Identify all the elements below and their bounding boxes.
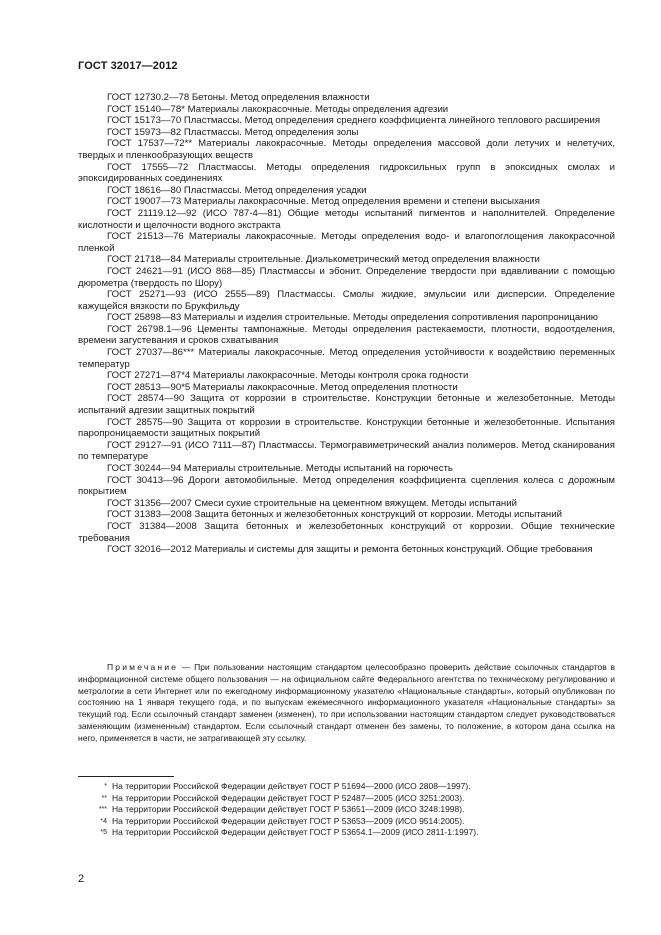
reference-item: ГОСТ 17537—72** Материалы лакокрасочные. Методы определения массовой доли летучих и нелетучих, твердых и пленкообразующих веществ [78,138,615,161]
reference-item: ГОСТ 31356—2007 Смеси сухие строительные на цементном вяжущем. Методы испытаний [107,497,517,509]
note-block [78,662,615,745]
footnote-mark: *5 [100,829,107,836]
reference-item: ГОСТ 18616—80 Пластмассы. Метод определения усадки [107,184,367,196]
reference-item: ГОСТ 28575—90 Защита от коррозии в строительстве. Конструкции бетонные и железобетонные. Испытания паропроницаемости защитных покрытий [78,416,615,440]
reference-item: ГОСТ 30244—94 Материалы строительные. Методы испытаний на горючесть [107,463,453,474]
reference-item: ГОСТ 24621—91 (ИСО 868—85) Пластмассы и эбонит. Определение твердости при вдавливании с помощью дюрометра (твердость по Шору) [78,265,615,289]
note-label: Примечание [107,662,179,672]
reference-item: ГОСТ 27037—86*** Материалы лакокрасочные. Метод определения устойчивости к воздействию переменных температур [78,347,615,370]
reference-item: ГОСТ 29127—91 (ИСО 7111—87) Пластмассы. Термогравиметрический анализ полимеров. Метод сканирования по температуре [78,439,615,463]
reference-item: ГОСТ 15173—70 Пластмассы. Метод определения среднего коэффициента линейного теплового расширения [107,115,601,127]
footnote-mark: *4 [100,817,107,825]
note-paragraph [78,662,615,745]
footnote-item [78,816,615,828]
footnote-mark: * [104,783,107,790]
reference-item: ГОСТ 26798.1—96 Цементы тампонажные. Методы определения растекаемости, плотности, водоотделения, времени загустевания и сроков схватывания [78,323,615,347]
reference-item: ГОСТ 15973—82 Пластмассы. Метод определения золы [107,126,359,138]
reference-item: ГОСТ 32016—2012 Материалы и системы для защиты и ремонта бетонных конструкций. Общие требования [107,544,593,556]
reference-item: ГОСТ 12730.2—78 Бетоны. Метод определения влажности [107,92,370,103]
reference-item: ГОСТ 21718—84 Материалы строительные. Диэлькометрический метод определения влажности [107,254,540,266]
reference-item: ГОСТ 28574—90 Защита от коррозии в строительстве. Конструкции бетонные и железобетонные. Методы испытаний адгезии защитных покрытий [78,393,615,417]
footnote-item [78,827,615,839]
footnotes [78,781,615,839]
footnote-text: На территории Российской Федерации действует ГОСТ Р 51694—2000 (ИСО 2808—1997). [112,781,471,791]
reference-item: ГОСТ 25898—83 Материалы и изделия строительные. Методы определения сопротивления паропроницанию [107,312,599,324]
footnote-text: На территории Российской Федерации действует ГОСТ Р 52487—2005 (ИСО 3251:2003). [112,792,465,803]
reference-item: ГОСТ 21119.12—92 (ИСО 787-4—81) Общие методы испытаний пигментов и наполнителей. Определение кислотности и щелочности водного экстракта [78,207,615,231]
reference-item: ГОСТ 15140—78* Материалы лакокрасочные. Методы определения адгезии [107,103,449,115]
reference-item: ГОСТ 25271—93 (ИСО 2555—89) Пластмассы. Смолы жидкие, эмульсии или дисперсии. Определение кажущейся вязкости по Брукфильду [78,289,615,312]
reference-item: ГОСТ 30413—96 Дороги автомобильные. Метод определения коэффициента сцепления колеса с дорожным покрытием [78,474,615,498]
footnote-text: На территории Российской Федерации действует ГОСТ Р 53654.1—2009 (ИСО 2811-1:1997). [112,827,479,837]
page-header-title: ГОСТ 32017—2012 [78,60,178,72]
footnote-mark: ** [101,794,107,802]
note-text: — При пользовании настоящим стандартом целесообразно проверить действие ссылочных стандартов в информационной системе общего пользования — на официальном сайте Федерального агентства по техническому регулированию и метрологии в сети Интернет или по ежегодному информационному указателю «Национальные стандарты», который опубликован по состоянию на 1 января текущего года, и по выпускам ежемесячного информационного указателя «Национальные стандарты» за текущий год. Если ссылочный стандарт заменен (изменен), то при использовании настоящим стандартом следует руководствоваться заменяющим (измененным) стандартом. Если ссылочный стандарт отменен без замены, то положение, в котором дана ссылка на него, применяется в части, не затрагивающей эту ссылку. [78,662,615,743]
reference-item: ГОСТ 17555—72 Пластмассы. Методы определения гидроксильных групп в эпоксидных смолах и эпоксидированных соединениях [78,161,615,185]
footnote-mark: *** [98,806,107,813]
footnote-item [78,804,615,816]
footnote-text: На территории Российской Федерации действует ГОСТ Р 53651—2009 (ИСО 3248:1998). [112,804,465,814]
normative-references-list [78,92,615,556]
reference-item: ГОСТ 31383—2008 Защита бетонных и железобетонных конструкций от коррозии. Методы испытаний [107,509,562,521]
footnote-item [78,781,615,793]
reference-item: ГОСТ 19007—73 Материалы лакокрасочные. Метод определения времени и степени высыхания [107,196,540,208]
reference-item: ГОСТ 21513—76 Материалы лакокрасочные. Методы определения водо- и влагопоглощения лакокрасочной пленкой [78,231,615,254]
reference-item: ГОСТ 31384—2008 Защита бетонных и железобетонных конструкций от коррозии. Общие технические требования [78,520,615,544]
footnote-divider [78,776,174,777]
reference-item: ГОСТ 27271—87*4 Материалы лакокрасочные. Методы контроля срока годности [107,370,469,382]
footnote-text: На территории Российской Федерации действует ГОСТ Р 53653—2009 (ИСО 9514:2005). [112,815,465,826]
page-number: 2 [78,873,85,885]
reference-item: ГОСТ 28513—90*5 Материалы лакокрасочные. Метод определения плотности [107,381,458,393]
footnote-item [78,793,615,805]
